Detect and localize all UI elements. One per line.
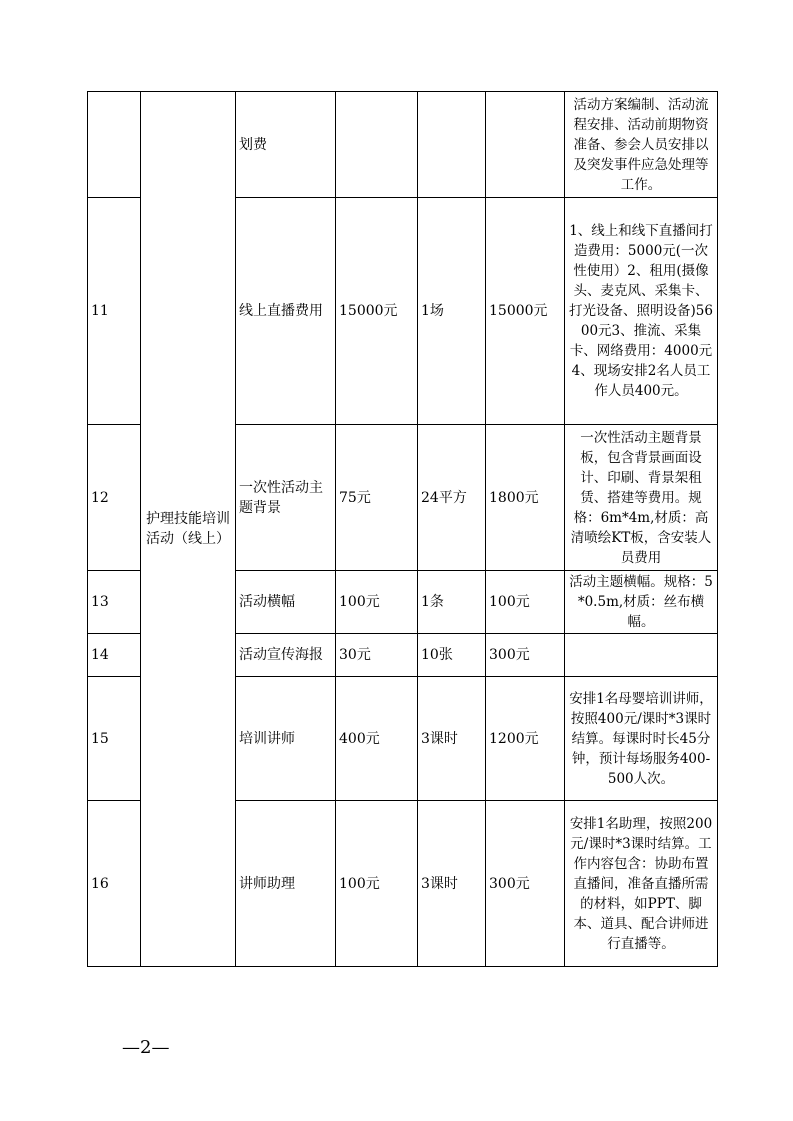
- unit-price: 100元: [336, 801, 418, 967]
- subtotal: 15000元: [486, 198, 565, 425]
- row-number: 14: [88, 634, 141, 677]
- budget-table: [87, 91, 718, 967]
- quantity: 3课时: [418, 801, 486, 967]
- category-cell: 护理技能培训活动（线上）: [141, 92, 236, 967]
- item-name: 培训讲师: [236, 677, 336, 801]
- item-name: 讲师助理: [236, 801, 336, 967]
- unit-price: [336, 92, 418, 198]
- row-number: [88, 92, 141, 198]
- subtotal: 300元: [486, 634, 565, 677]
- row-number: 11: [88, 198, 141, 425]
- item-name: 划费: [236, 92, 336, 198]
- page-number: —2—: [122, 1037, 170, 1058]
- quantity: 10张: [418, 634, 486, 677]
- item-name: 线上直播费用: [236, 198, 336, 425]
- subtotal: 1200元: [486, 677, 565, 801]
- row-number: 15: [88, 677, 141, 801]
- unit-price: 400元: [336, 677, 418, 801]
- quantity: 24平方: [418, 425, 486, 571]
- quantity: 3课时: [418, 677, 486, 801]
- item-name: 一次性活动主题背景: [236, 425, 336, 571]
- description: 安排1名助理，按照200元/课时*3课时结算。工作内容包含：协助布置直播间，准备直播所需的材料，如PPT、脚本、道具、配合讲师进行直播等。: [565, 801, 718, 967]
- quantity: [418, 92, 486, 198]
- description: 1、线上和线下直播间打造费用：5000元(一次性使用）2、租用(摄像头、麦克风、采集卡、打光设备、照明设备)5600元3、推流、采集卡、网络费用：4000元4、现场安排2名人员工作人员400元。: [565, 198, 718, 425]
- quantity: 1条: [418, 571, 486, 634]
- description: 活动主题横幅。规格：5*0.5m,材质：丝布横幅。: [565, 571, 718, 634]
- subtotal: 1800元: [486, 425, 565, 571]
- description: 一次性活动主题背景板，包含背景画面设计、印刷、背景架租赁、搭建等费用。规格：6m*4m,材质：高清喷绘KT板，含安装人员费用: [565, 425, 718, 571]
- row-number: 12: [88, 425, 141, 571]
- description: 安排1名母婴培训讲师，按照400元/课时*3课时结算。每课时时长45分钟，预计每场服务400-500人次。: [565, 677, 718, 801]
- quantity: 1场: [418, 198, 486, 425]
- unit-price: 15000元: [336, 198, 418, 425]
- table-row: [88, 92, 718, 198]
- row-number: 16: [88, 801, 141, 967]
- row-number: 13: [88, 571, 141, 634]
- subtotal: 100元: [486, 571, 565, 634]
- item-name: 活动横幅: [236, 571, 336, 634]
- unit-price: 100元: [336, 571, 418, 634]
- description: [565, 634, 718, 677]
- subtotal: 300元: [486, 801, 565, 967]
- unit-price: 75元: [336, 425, 418, 571]
- unit-price: 30元: [336, 634, 418, 677]
- item-name: 活动宣传海报: [236, 634, 336, 677]
- description: 活动方案编制、活动流程安排、活动前期物资准备、参会人员安排以及突发事件应急处理等工作。: [565, 92, 718, 198]
- subtotal: [486, 92, 565, 198]
